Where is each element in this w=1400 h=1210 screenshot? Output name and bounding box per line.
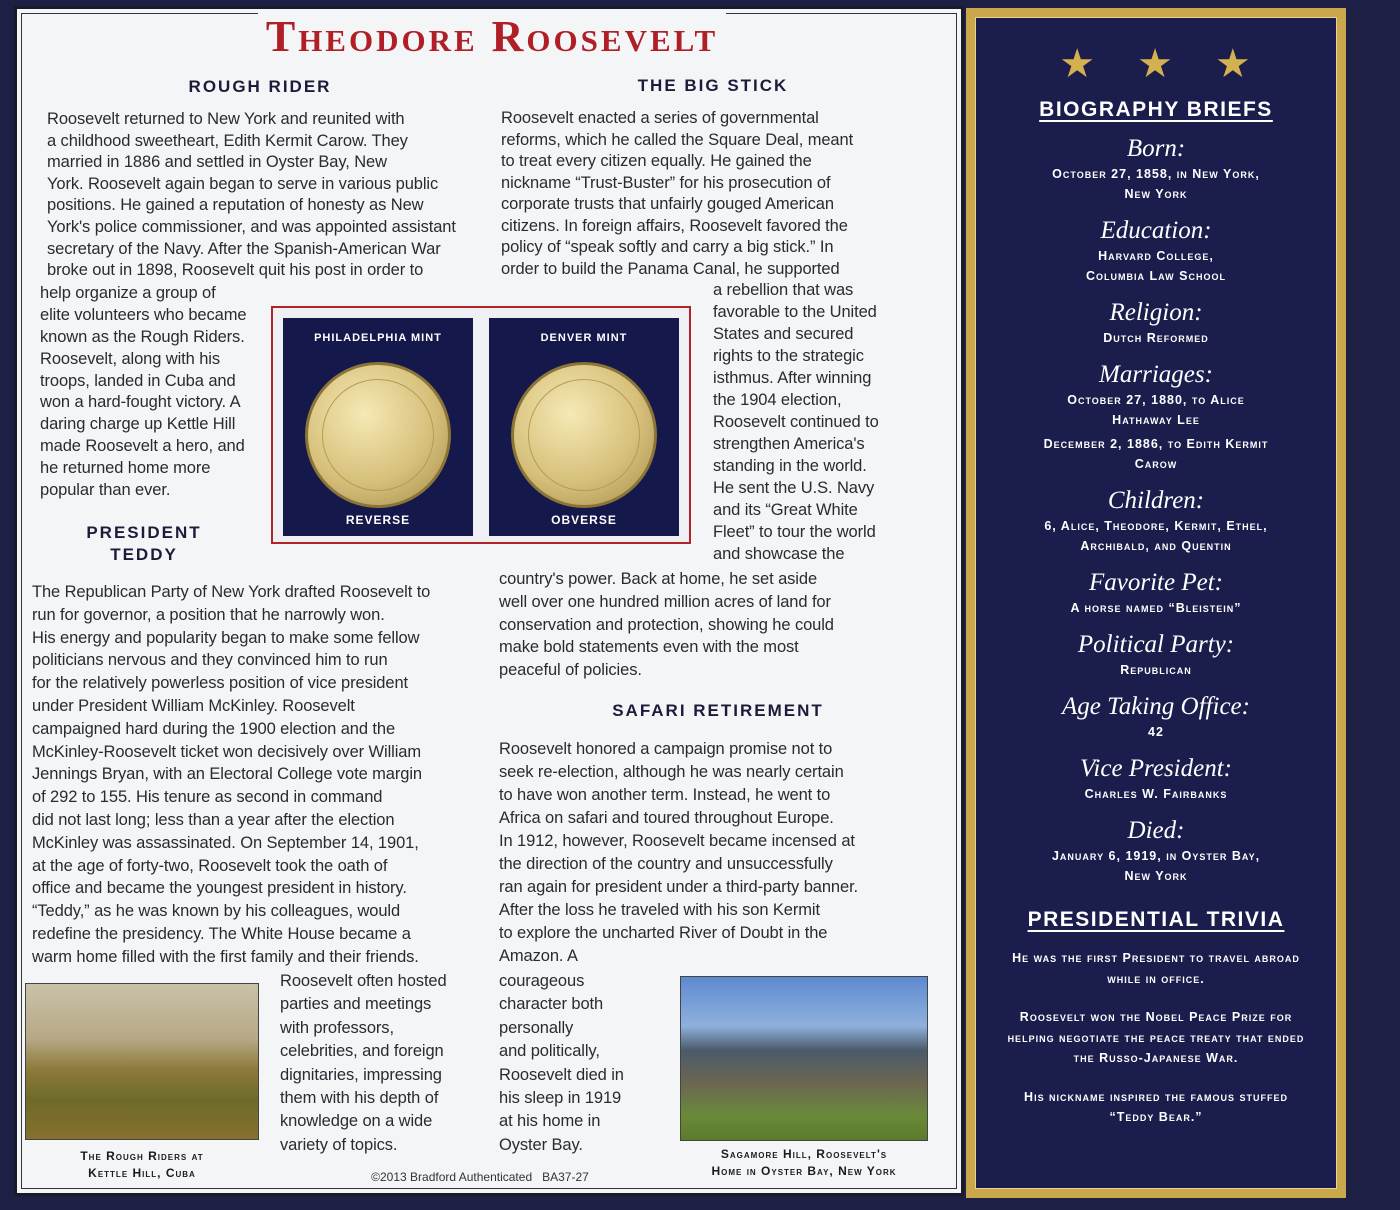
text-line: conservation and protection, showing he could xyxy=(499,615,834,634)
president-teddy-para-a xyxy=(32,581,430,969)
text-line: under President William McKinley. Roosevelt xyxy=(32,696,355,715)
text-line: his sleep in 1919 xyxy=(499,1088,622,1107)
heading-safari-retirement: SAFARI RETIREMENT xyxy=(612,701,824,720)
heading-line: PRESIDENT xyxy=(86,523,202,542)
caption-line: Kettle Hill, Cuba xyxy=(88,1166,196,1180)
text-line: well over one hundred million acres of land for xyxy=(499,592,831,611)
mint-label: PHILADELPHIA MINT xyxy=(314,332,442,344)
text-line: daring charge up Kettle Hill xyxy=(40,415,236,434)
stars-decoration: ★★★ xyxy=(1059,42,1293,86)
text-line: Roosevelt often hosted xyxy=(280,972,447,990)
trivia-heading: PRESIDENTIAL TRIVIA xyxy=(1027,908,1285,931)
text-line: nickname “Trust-Buster” for his prosecution of xyxy=(501,173,831,192)
bio-field-value: New York xyxy=(1124,869,1188,883)
bio-field-label: Age Taking Office: xyxy=(1062,693,1250,720)
text-line: He sent the U.S. Navy xyxy=(713,479,875,497)
coin-obverse-image xyxy=(511,362,657,508)
text-line: York's police commissioner, and was appointed assistant xyxy=(47,217,456,236)
bio-field-value: Harvard College, xyxy=(1098,249,1214,263)
text-line: standing in the world. xyxy=(713,457,867,475)
text-line: dignitaries, impressing xyxy=(280,1065,442,1084)
bio-field-label: Religion: xyxy=(1109,299,1203,326)
safari-para-a xyxy=(499,738,858,968)
text-line: courageous xyxy=(499,972,585,990)
heading-big-stick: THE BIG STICK xyxy=(637,76,789,95)
coin-reverse-image xyxy=(305,362,451,508)
text-line: favorable to the United xyxy=(713,303,877,321)
big-stick-para-b xyxy=(713,279,879,565)
caption-line: The Rough Riders at xyxy=(80,1149,204,1163)
text-line: and its “Great White xyxy=(713,501,858,519)
page-title xyxy=(17,11,967,62)
text-line: citizens. In foreign affairs, Roosevelt favored the xyxy=(501,216,848,235)
trivia-list xyxy=(976,948,1336,1128)
bio-field-value: Republican xyxy=(1120,663,1192,677)
caption-sagamore-hill xyxy=(660,1146,948,1180)
sagamore-hill-photo xyxy=(680,976,928,1141)
heading-line: TEDDY xyxy=(110,545,178,564)
text-line: Roosevelt continued to xyxy=(713,413,879,431)
text-line: to have won another term. Instead, he went to xyxy=(499,786,831,804)
text-line: Roosevelt returned to New York and reunited with xyxy=(47,110,405,128)
text-line: redefine the presidency. The White House became a xyxy=(32,924,411,943)
bio-field-value: 6, Alice, Theodore, Kermit, Ethel, xyxy=(1044,519,1268,533)
text-line: he returned home more xyxy=(40,459,211,478)
text-line: with professors, xyxy=(280,1018,394,1037)
trivia-item: Roosevelt won the Nobel Peace Prize for helping negotiate the peace treaty that ended the Russo-Japanese War. xyxy=(1007,1010,1305,1065)
text-line: won a hard-fought victory. A xyxy=(40,393,241,412)
text-line: Roosevelt died in xyxy=(499,1065,624,1084)
text-line: and showcase the xyxy=(713,545,845,563)
text-line: run for governor, a position that he narrowly won. xyxy=(32,605,385,624)
bio-field-value: 42 xyxy=(1148,725,1164,739)
text-line: knowledge on a wide xyxy=(280,1112,433,1131)
text-line: Fleet” to tour the world xyxy=(713,523,876,541)
text-line: After the loss he traveled with his son Kermit xyxy=(499,901,820,919)
bio-field-label: Political Party: xyxy=(1077,631,1235,658)
rough-rider-para-a xyxy=(47,109,456,282)
biography-panel xyxy=(966,8,1346,1198)
heading-president-teddy xyxy=(44,522,244,566)
text-line: them with his depth of xyxy=(280,1088,439,1107)
text-line: politicians nervous and they convinced him to run xyxy=(32,651,388,670)
text-line: His energy and popularity began to make some fellow xyxy=(32,628,420,647)
text-line: secretary of the Navy. After the Spanish-American War xyxy=(47,239,441,258)
text-line: known as the Rough Riders. xyxy=(40,327,245,346)
bio-field-label: Vice President: xyxy=(1079,755,1232,782)
bio-field-value: January 6, 1919, in Oyster Bay, xyxy=(1051,849,1261,863)
text-line: rights to the strategic xyxy=(713,347,864,365)
coin-side-label: REVERSE xyxy=(345,513,411,527)
text-line: made Roosevelt a hero, and xyxy=(40,437,245,456)
text-line: did not last long; less than a year after the election xyxy=(32,810,395,829)
bio-field-label: Marriages: xyxy=(1099,361,1213,388)
text-line: at the age of forty-two, Roosevelt took the oath of xyxy=(32,856,388,875)
caption-rough-riders xyxy=(25,1148,259,1182)
text-line: peaceful of policies. xyxy=(499,661,642,680)
text-line: the direction of the country and unsuccessfully xyxy=(499,855,833,873)
bio-field-value: New York xyxy=(1124,187,1188,201)
trivia-item: His nickname inspired the famous stuffed “Teddy Bear.” xyxy=(1024,1089,1288,1124)
text-line: Roosevelt enacted a series of governmental xyxy=(501,109,819,127)
text-line: strengthen America's xyxy=(713,435,865,453)
text-line: “Teddy,” as he was known by his colleagues, would xyxy=(32,902,401,921)
text-line: positions. He gained a reputation of honesty as New xyxy=(47,196,424,215)
coin-panel-denver xyxy=(489,318,679,536)
text-line: a childhood sweetheart, Edith Kermit Carow. They xyxy=(47,131,408,150)
president-teddy-para-b xyxy=(280,970,447,1157)
text-line: broke out in 1898, Roosevelt quit his post in order to xyxy=(47,261,424,280)
biography-heading: BIOGRAPHY BRIEFS xyxy=(1039,98,1273,121)
text-line: ran again for president under a third-party banner. xyxy=(499,878,859,896)
text-line: for the relatively powerless position of vice president xyxy=(32,674,409,693)
text-line: The Republican Party of New York drafted Roosevelt to xyxy=(32,583,431,601)
text-line: character both xyxy=(499,995,604,1014)
bio-field-value: Carow xyxy=(1134,457,1178,471)
text-line: to treat every citizen equally. He gained the xyxy=(501,152,812,170)
text-line: married in 1886 and settled in Oyster Bay, New xyxy=(47,153,387,172)
text-line: In 1912, however, Roosevelt became incensed at xyxy=(499,832,855,850)
coin-panel-philadelphia xyxy=(283,318,473,536)
bio-field-label: Died: xyxy=(1127,817,1185,844)
big-stick-para-a xyxy=(501,108,853,280)
bio-field-value: Hathaway Lee xyxy=(1112,413,1200,427)
text-line: McKinley-Roosevelt ticket won decisively over William xyxy=(32,742,421,761)
bio-field-value: Charles W. Fairbanks xyxy=(1084,787,1228,801)
text-line: reforms, which he called the Square Deal, meant xyxy=(501,130,854,149)
text-line: personally xyxy=(499,1018,574,1037)
text-line: country's power. Back at home, he set aside xyxy=(499,570,818,588)
text-line: isthmus. After winning xyxy=(713,369,872,387)
big-stick-para-c xyxy=(499,568,834,682)
collector-sheet xyxy=(14,6,964,1196)
text-line: policy of “speak softly and carry a big stick.” In xyxy=(501,238,834,256)
text-line: McKinley was assassinated. On September 14, 1901, xyxy=(32,833,419,852)
bio-field-value: October 27, 1880, to Alice xyxy=(1067,393,1245,407)
text-line: troops, landed in Cuba and xyxy=(40,371,236,390)
trivia-item: He was the first President to travel abroad while in office. xyxy=(1012,951,1300,986)
text-line: office and became the youngest president in history. xyxy=(32,879,407,898)
text-line: and politically, xyxy=(499,1042,600,1061)
text-line: Amazon. A xyxy=(499,947,578,965)
text-line: States and secured xyxy=(713,325,854,343)
text-line: campaigned hard during the 1900 election and the xyxy=(32,719,396,738)
bio-field-value: October 27, 1858, in New York, xyxy=(1052,167,1260,181)
copyright: ©2013 Bradford Authenticated BA37-27 xyxy=(371,1170,589,1184)
text-line: corporate trusts that unfairly gouged American xyxy=(501,195,834,213)
caption-line: Home in Oyster Bay, New York xyxy=(711,1164,897,1178)
text-line: make bold statements even with the most xyxy=(499,638,799,657)
bio-field-value: A horse named “Bleistein” xyxy=(1070,601,1242,615)
biography-fields xyxy=(976,134,1336,886)
text-line: the 1904 election, xyxy=(713,391,842,409)
rough-riders-painting xyxy=(25,983,259,1140)
coin-side-label: OBVERSE xyxy=(551,513,617,527)
bio-field-label: Education: xyxy=(1100,217,1212,244)
text-line: seek re-election, although he was nearly certain xyxy=(499,763,844,781)
text-line: to explore the uncharted River of Doubt in the xyxy=(499,924,828,942)
text-line: a rebellion that was xyxy=(713,281,854,299)
bio-field-value: Dutch Reformed xyxy=(1103,331,1209,345)
text-line: Africa on safari and toured throughout Europe. xyxy=(499,809,834,827)
text-line: Roosevelt honored a campaign promise not to xyxy=(499,740,833,758)
caption-line: Sagamore Hill, Roosevelt's xyxy=(720,1147,888,1161)
text-line: celebrities, and foreign xyxy=(280,1042,444,1061)
heading-rough-rider: ROUGH RIDER xyxy=(188,77,332,96)
bio-field-value: Archibald, and Quentin xyxy=(1080,539,1232,553)
text-line: York. Roosevelt again began to serve in various public xyxy=(47,174,439,193)
text-line: of 292 to 155. His tenure as second in command xyxy=(32,788,383,807)
title-text: Theodore Roosevelt xyxy=(258,12,726,61)
text-line: elite volunteers who became xyxy=(40,305,247,324)
text-line: popular than ever. xyxy=(40,481,171,500)
text-line: Roosevelt, along with his xyxy=(40,349,221,368)
text-line: Oyster Bay. xyxy=(499,1135,583,1154)
bio-field-label: Children: xyxy=(1107,487,1205,514)
bio-field-label: Born: xyxy=(1126,135,1186,162)
text-line: order to build the Panama Canal, he supported xyxy=(501,259,840,278)
text-line: Jennings Bryan, with an Electoral College vote margin xyxy=(32,765,422,784)
coin-display xyxy=(271,306,691,544)
text-line: variety of topics. xyxy=(280,1135,398,1154)
text-line: help organize a group of xyxy=(40,284,216,302)
safari-para-b xyxy=(499,970,624,1157)
bio-field-value: December 2, 1886, to Edith Kermit xyxy=(1043,437,1269,451)
bio-field-label: Favorite Pet: xyxy=(1089,569,1223,596)
text-line: warm home filled with the first family and their friends. xyxy=(32,947,419,966)
mint-label: DENVER MINT xyxy=(540,332,628,344)
text-line: parties and meetings xyxy=(280,995,432,1014)
rough-rider-para-b xyxy=(40,283,246,502)
bio-field-value: Columbia Law School xyxy=(1086,269,1226,283)
text-line: at his home in xyxy=(499,1112,601,1131)
